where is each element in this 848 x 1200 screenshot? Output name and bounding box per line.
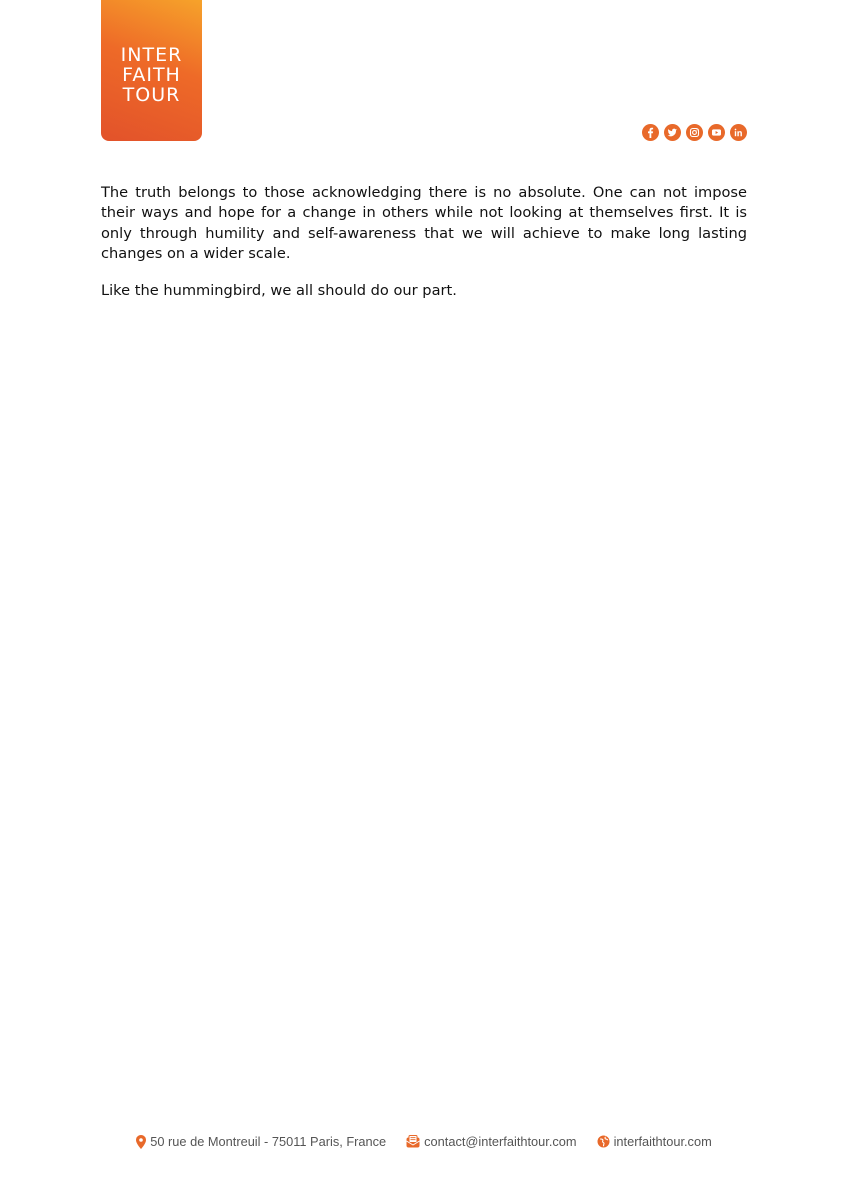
logo-line-inter: INTER <box>120 43 183 66</box>
instagram-icon[interactable] <box>686 124 703 141</box>
logo <box>101 0 202 141</box>
footer-email[interactable] <box>406 1134 576 1149</box>
address-text: 50 rue de Montreuil - 75011 Paris, France <box>150 1134 387 1149</box>
body-paragraph-2: Like the hummingbird, we all should do our part. <box>101 281 457 299</box>
body-paragraph-1: The truth belongs to those acknowledging there is no absolute. One can not impose their ways and hope for a change in others while not looking at themselves first. It is only through humility and self-awareness that we will achieve to make long lasting changes on a wider scale. <box>101 184 747 263</box>
letter-body <box>101 183 747 317</box>
logo-line-tour: TOUR <box>122 83 181 106</box>
website-text[interactable]: interfaithtour.com <box>613 1134 712 1149</box>
footer-address <box>136 1134 386 1149</box>
footer <box>0 1134 848 1149</box>
youtube-icon[interactable] <box>708 124 725 141</box>
location-pin-icon <box>136 1135 146 1149</box>
twitter-icon[interactable] <box>664 124 681 141</box>
email-text[interactable]: contact@interfaithtour.com <box>424 1134 577 1149</box>
social-links <box>642 124 747 141</box>
logo-line-faith: FAITH <box>122 63 181 86</box>
footer-website[interactable] <box>597 1134 712 1149</box>
email-icon <box>406 1135 420 1148</box>
facebook-icon[interactable] <box>642 124 659 141</box>
globe-icon <box>597 1135 610 1148</box>
linkedin-icon[interactable] <box>730 124 747 141</box>
